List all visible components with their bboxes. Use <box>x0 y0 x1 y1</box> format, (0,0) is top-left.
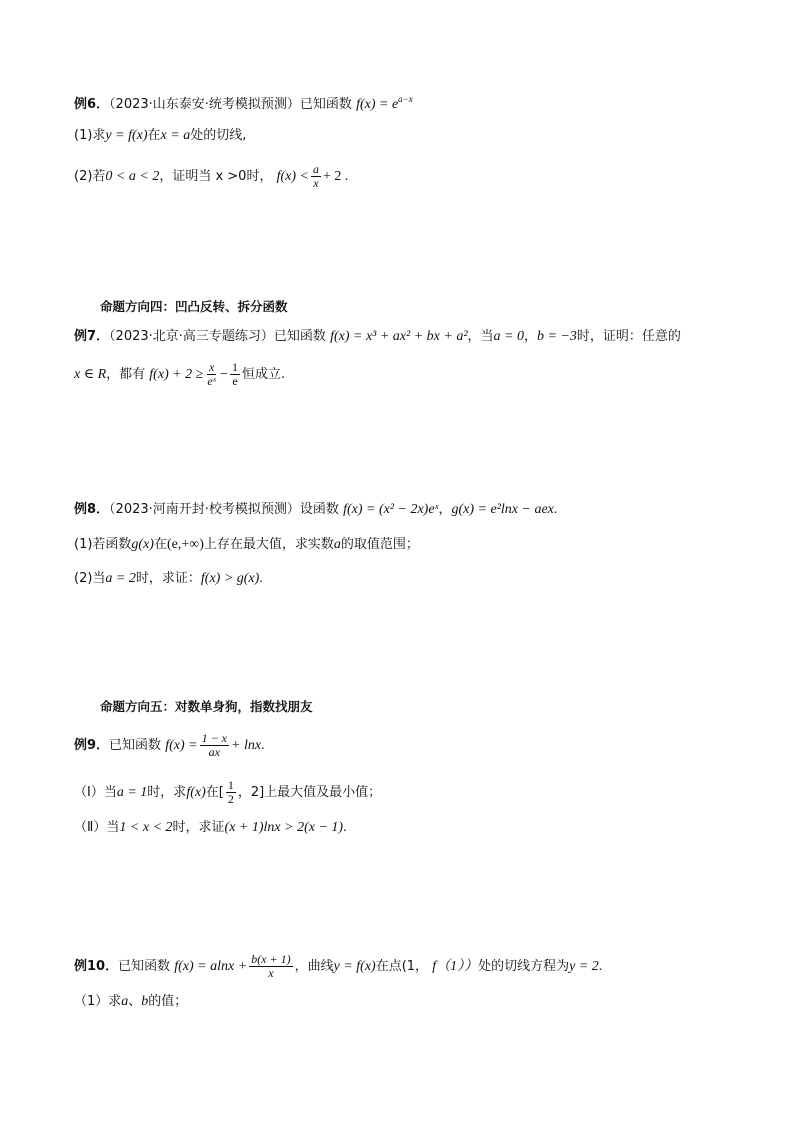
fraction-2-denominator: e <box>232 374 238 388</box>
q1-suffix: ，2]上最大值及最小值； <box>237 785 382 800</box>
q1-suffix: 处的切线, <box>190 128 247 143</box>
fraction-denominator: x <box>268 966 274 980</box>
q1-a: a <box>121 994 129 1009</box>
fraction-numerator: b(x + 1) <box>251 952 291 966</box>
q2-rhs: + 2 . <box>322 169 349 184</box>
example-6-question-2 <box>74 163 348 190</box>
q1-curve: y = f(x) <box>105 128 148 143</box>
example-6-question-1 <box>74 126 246 146</box>
example-6-statement <box>74 95 413 115</box>
q1-fraction-numerator: 1 <box>227 778 234 792</box>
example-10-point-value: f（1）） <box>432 959 479 974</box>
example-7-function: f(x) = x³ + ax² + bx + a² <box>330 329 468 344</box>
example-7-lhs: f(x) + 2 ≥ <box>149 367 204 382</box>
example-7-intro: 已知函数 <box>273 329 326 344</box>
example-8-statement <box>74 500 557 520</box>
q1-function: f(x) <box>186 785 206 800</box>
example-9-fraction <box>200 732 229 759</box>
example-10-tangent-equation: y = 2 <box>569 959 599 974</box>
example-9-lhs: f(x) = <box>165 738 198 753</box>
example-10-tangent: 处的切线方程为 <box>478 959 570 974</box>
section-heading-4: 命题方向四：凹凸反转、拆分函数 <box>100 299 288 314</box>
q2-prefix: (2)当 <box>74 571 106 586</box>
q1-interval-open: 在[ <box>205 785 224 800</box>
q1-mid: 时，求 <box>147 785 187 800</box>
q1-fraction-denominator: 2 <box>227 792 234 806</box>
example-9-end: . <box>261 738 265 753</box>
example-7-fraction-1 <box>205 361 218 388</box>
example-10-label: 例10． <box>74 959 119 974</box>
q1-prefix: (1)若函数 <box>74 537 132 552</box>
example-7-cond-b: b = −3 <box>537 329 577 344</box>
example-8-f-definition: f(x) = (x² − 2x)eˣ <box>343 502 439 517</box>
q1-suffix: 的值； <box>148 994 188 1009</box>
example-7-tail: 时，证明：任意的 <box>576 329 681 344</box>
q2-end: . <box>259 571 263 586</box>
example-6-function-base: f(x) = e <box>356 97 399 112</box>
example-8-source: （2023·河南开封·校考模拟预测） <box>109 502 300 517</box>
q1-tail: 的取值范围； <box>340 537 419 552</box>
example-8-separator: ， <box>438 502 452 517</box>
example-10-end: . <box>598 959 603 974</box>
example-9-question-1 <box>74 779 381 806</box>
q1-separator: 、 <box>128 994 142 1009</box>
q2-lhs: f(x) < <box>276 169 309 184</box>
example-7-minus: − <box>220 367 228 382</box>
example-7-domain: x ∈ R <box>74 367 107 382</box>
fraction-2-numerator: 1 <box>231 360 238 374</box>
q1-interval: (e,+∞) <box>166 537 204 552</box>
example-6-source: （2023·山东泰安·统考模拟预测） <box>109 97 300 112</box>
example-9-label: 例9． <box>74 738 110 753</box>
example-7-fraction-2 <box>230 361 240 388</box>
fraction-denominator: ax <box>208 745 220 759</box>
q1-point: x = a <box>160 128 191 143</box>
example-10-lhs: f(x) = alnx + <box>174 959 248 974</box>
q2-mid: ，证明当 x >0时， <box>159 169 273 184</box>
fraction-1-numerator: x <box>209 360 215 374</box>
q2-mid: 时，求证 <box>172 820 225 835</box>
q1-b: b <box>141 994 149 1009</box>
example-6-function-exponent: a−x <box>398 94 413 104</box>
example-8-intro: 设函数 <box>299 502 339 517</box>
q2-condition: 0 < a < 2 <box>105 169 160 184</box>
fraction-numerator: 1 − x <box>201 731 228 745</box>
q2-fraction-denominator: x <box>313 176 319 190</box>
example-7-mid: ，都有 <box>106 367 146 382</box>
q2-fraction-numerator: a <box>312 162 319 176</box>
example-8-question-2 <box>74 569 263 589</box>
q1-prefix: (1)求 <box>74 128 106 143</box>
example-7-source: （2023·北京·高三专题练习） <box>109 329 274 344</box>
q1-condition: a = 1 <box>116 785 148 800</box>
example-10-mid: ，曲线 <box>294 959 334 974</box>
q1-suffix: 上存在最大值，求实数 <box>203 537 334 552</box>
q2-condition: a = 2 <box>105 571 136 586</box>
example-7-statement <box>74 327 681 347</box>
example-10-question-1 <box>74 992 187 1012</box>
example-9-question-2 <box>74 818 347 838</box>
q1-prefix: （1）求 <box>74 994 122 1009</box>
q2-prefix: （Ⅱ）当 <box>74 820 120 835</box>
example-9-rhs: + lnx <box>231 738 262 753</box>
q1-parameter: a <box>333 537 341 552</box>
q2-inequality: f(x) > g(x) <box>200 571 260 586</box>
example-7-cond-a: a = 0 <box>493 329 524 344</box>
example-7-label: 例7． <box>74 329 110 344</box>
fraction-1-denominator: eˣ <box>207 374 217 388</box>
example-6-function <box>356 94 413 112</box>
example-7-suffix: 恒成立. <box>241 367 286 382</box>
q2-mid: 时，求证： <box>135 571 201 586</box>
q2-fraction <box>311 163 321 190</box>
example-9-statement <box>74 732 265 759</box>
example-10-statement <box>74 953 602 980</box>
example-8-label: 例8． <box>74 502 110 517</box>
example-6-label: 例6． <box>74 97 110 112</box>
example-10-curve: y = f(x) <box>333 959 376 974</box>
example-7-line-2 <box>74 361 285 388</box>
q1-prefix: （Ⅰ）当 <box>74 785 117 800</box>
example-8-question-1 <box>74 535 419 555</box>
q2-prefix: (2)若 <box>74 169 106 184</box>
example-7-separator: ， <box>523 329 537 344</box>
example-6-intro: 已知函数 <box>299 97 352 112</box>
q2-inequality: (x + 1)lnx > 2(x − 1) <box>224 820 344 835</box>
example-9-intro: 已知函数 <box>109 738 162 753</box>
q1-fraction <box>226 779 236 806</box>
example-10-point: 在点(1， <box>375 959 429 974</box>
example-8-g-definition: g(x) = e²lnx − aex <box>451 502 554 517</box>
example-10-intro: 已知函数 <box>118 959 171 974</box>
q2-end: . <box>343 820 347 835</box>
example-10-fraction <box>249 953 292 980</box>
q1-mid: 在 <box>153 537 167 552</box>
section-heading-5: 命题方向五：对数单身狗，指数找朋友 <box>100 699 313 714</box>
q1-function: g(x) <box>131 537 154 552</box>
q1-mid: 在 <box>147 128 161 143</box>
example-7-cond-prefix: ，当 <box>467 329 494 344</box>
q2-condition: 1 < x < 2 <box>119 820 173 835</box>
example-8-end: . <box>553 502 558 517</box>
